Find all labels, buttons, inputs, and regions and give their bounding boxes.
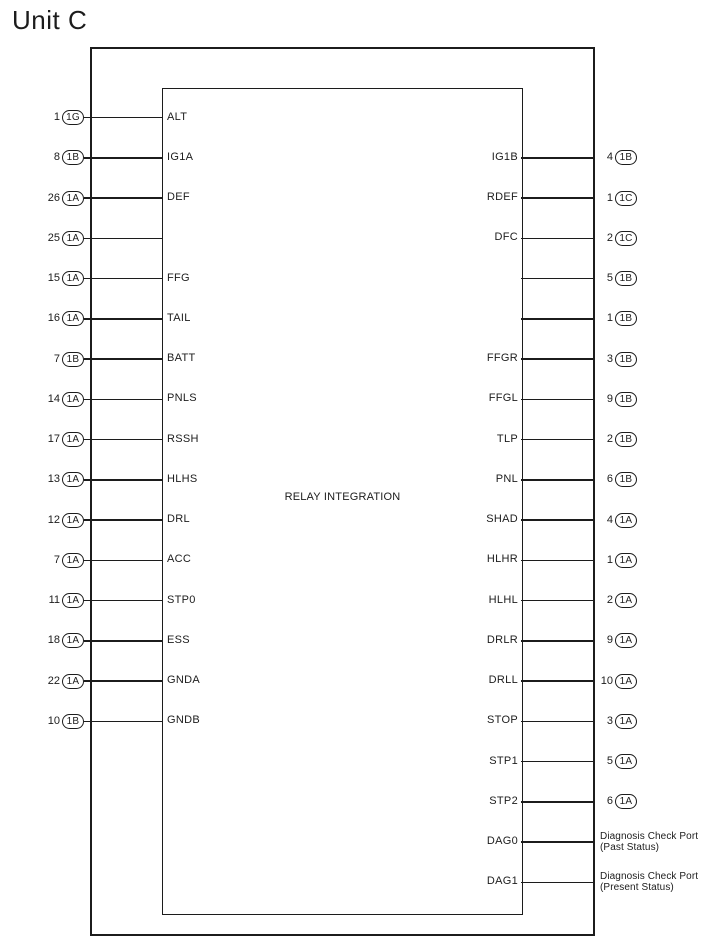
pin-label: RSSH bbox=[167, 432, 199, 445]
pin-number: 15 bbox=[47, 272, 60, 284]
wire-line bbox=[84, 479, 162, 481]
pin-number: 12 bbox=[47, 513, 60, 526]
wire-line bbox=[521, 841, 595, 843]
pin-number: 2 bbox=[606, 231, 613, 244]
wire-line bbox=[521, 801, 595, 803]
connector-oval: 1A bbox=[62, 553, 84, 568]
connector-ref bbox=[28, 512, 84, 529]
connector-ref bbox=[600, 190, 637, 207]
wire-line bbox=[84, 238, 162, 240]
diagnosis-note bbox=[600, 831, 698, 854]
connector-ref bbox=[28, 351, 84, 368]
pin-label: PNL bbox=[495, 472, 518, 485]
pin-label: RDEF bbox=[486, 191, 518, 203]
pin-number: 6 bbox=[606, 795, 613, 808]
pin-label: TLP bbox=[496, 432, 518, 445]
pin-label: PNLS bbox=[167, 392, 197, 405]
diagnosis-note-line1: Diagnosis Check Port bbox=[600, 870, 699, 882]
wire-line bbox=[84, 157, 162, 159]
wire-line bbox=[521, 399, 595, 401]
pin-number: 7 bbox=[53, 553, 60, 566]
connector-ref bbox=[28, 592, 84, 609]
pin-number: 3 bbox=[606, 352, 613, 365]
connector-oval: 1A bbox=[62, 472, 84, 487]
pin-label: SHAD bbox=[486, 513, 518, 525]
pin-number: 13 bbox=[47, 473, 60, 486]
wire-line bbox=[521, 238, 595, 240]
connector-oval: 1B bbox=[615, 432, 637, 447]
connector-oval: 1A bbox=[62, 674, 84, 689]
pin-label: STP0 bbox=[167, 593, 196, 606]
diagnosis-note-line1: Diagnosis Check Port bbox=[600, 830, 699, 842]
connector-ref bbox=[600, 391, 637, 408]
pin-number: 1 bbox=[53, 111, 60, 123]
wire-line bbox=[521, 882, 595, 884]
wire-line bbox=[84, 560, 162, 562]
wire-line bbox=[521, 278, 595, 280]
pin-label: GNDA bbox=[167, 674, 200, 686]
pin-label: DAG0 bbox=[486, 835, 518, 847]
connector-ref bbox=[28, 391, 84, 408]
connector-ref bbox=[600, 270, 637, 287]
pin-number: 14 bbox=[47, 392, 60, 405]
pin-number: 26 bbox=[47, 191, 60, 204]
pin-number: 17 bbox=[47, 433, 60, 445]
wire-line bbox=[84, 439, 162, 441]
wire-line bbox=[521, 600, 595, 602]
relay-box-label: RELAY INTEGRATION bbox=[284, 491, 401, 503]
relay-integration-box bbox=[162, 88, 523, 915]
connector-ref bbox=[28, 673, 84, 690]
wire-line bbox=[84, 197, 162, 199]
connector-ref bbox=[600, 471, 637, 488]
pin-number: 9 bbox=[606, 634, 613, 647]
connector-ref bbox=[600, 310, 637, 327]
pin-number: 22 bbox=[47, 674, 60, 687]
connector-oval: 1C bbox=[615, 231, 637, 246]
connector-oval: 1A bbox=[62, 633, 84, 648]
connector-ref bbox=[600, 793, 637, 810]
pin-number: 2 bbox=[606, 594, 613, 606]
connector-oval: 1B bbox=[615, 150, 637, 165]
pin-label: FFG bbox=[167, 271, 190, 284]
pin-label: ESS bbox=[167, 633, 190, 646]
connector-ref bbox=[600, 632, 637, 649]
pin-label: DRLL bbox=[488, 674, 518, 686]
pin-label: TAIL bbox=[167, 311, 191, 324]
connector-ref bbox=[600, 713, 637, 730]
pin-label: HLHS bbox=[167, 472, 198, 485]
pin-label: DFC bbox=[494, 231, 518, 244]
connector-ref bbox=[28, 270, 84, 287]
connector-oval: 1B bbox=[62, 352, 84, 367]
pin-number: 5 bbox=[606, 755, 613, 767]
pin-label: GNDB bbox=[167, 714, 200, 727]
pin-number: 6 bbox=[606, 473, 613, 486]
connector-oval: 1B bbox=[615, 392, 637, 407]
pin-label: BATT bbox=[167, 352, 196, 364]
connector-ref bbox=[28, 310, 84, 327]
page-title: Unit C bbox=[12, 5, 88, 35]
connector-oval: 1B bbox=[62, 150, 84, 165]
connector-oval: 1A bbox=[62, 271, 84, 286]
connector-oval: 1A bbox=[615, 593, 637, 608]
pin-number: 7 bbox=[53, 352, 60, 365]
connector-oval: 1B bbox=[62, 714, 84, 729]
connector-oval: 1B bbox=[615, 352, 637, 367]
connector-ref bbox=[28, 552, 84, 569]
connector-oval: 1A bbox=[62, 231, 84, 246]
connector-ref bbox=[28, 471, 84, 488]
wire-line bbox=[84, 600, 162, 602]
connector-ref bbox=[600, 552, 637, 569]
wire-line bbox=[521, 761, 595, 763]
connector-ref bbox=[600, 592, 637, 609]
pin-number: 25 bbox=[47, 231, 60, 244]
pin-label: HLHL bbox=[488, 593, 518, 606]
pin-label: FFGL bbox=[488, 392, 518, 405]
pin-number: 4 bbox=[606, 513, 613, 526]
wire-line bbox=[84, 640, 162, 642]
connector-oval: 1A bbox=[62, 311, 84, 326]
wire-line bbox=[521, 640, 595, 642]
connector-ref bbox=[600, 512, 637, 529]
connector-oval: 1A bbox=[62, 593, 84, 608]
connector-oval: 1A bbox=[615, 714, 637, 729]
connector-ref bbox=[28, 230, 84, 247]
connector-oval: 1B bbox=[615, 311, 637, 326]
connector-oval: 1A bbox=[615, 513, 637, 528]
wire-line bbox=[521, 560, 595, 562]
wire-line bbox=[84, 680, 162, 682]
pin-label: FFGR bbox=[486, 352, 518, 364]
pin-number: 5 bbox=[606, 272, 613, 284]
connector-oval: 1G bbox=[62, 110, 84, 125]
connector-oval: 1A bbox=[62, 432, 84, 447]
wire-line bbox=[521, 479, 595, 481]
pin-label: ACC bbox=[167, 553, 192, 566]
pin-number: 9 bbox=[606, 392, 613, 405]
connector-ref bbox=[600, 351, 637, 368]
connector-oval: 1B bbox=[615, 472, 637, 487]
connector-ref bbox=[28, 109, 84, 126]
connector-ref bbox=[28, 149, 84, 166]
diagnosis-note bbox=[600, 871, 698, 894]
connector-oval: 1A bbox=[615, 633, 637, 648]
pin-number: 1 bbox=[606, 191, 613, 204]
connector-ref bbox=[28, 190, 84, 207]
pin-number: 10 bbox=[47, 714, 60, 727]
pin-label: IG1A bbox=[167, 150, 194, 163]
wire-line bbox=[521, 318, 595, 320]
connector-ref bbox=[28, 431, 84, 448]
pin-number: 11 bbox=[48, 594, 60, 606]
pin-label: ALT bbox=[167, 110, 188, 123]
wire-line bbox=[521, 197, 595, 199]
wire-line bbox=[521, 439, 595, 441]
connector-oval: 1B bbox=[615, 271, 637, 286]
pin-label: STOP bbox=[487, 714, 518, 727]
pin-label: IG1B bbox=[491, 150, 518, 163]
pin-number: 3 bbox=[606, 714, 613, 727]
diagnosis-note-line2: (Present Status) bbox=[600, 882, 674, 894]
wire-line bbox=[84, 721, 162, 723]
pin-number: 2 bbox=[606, 433, 613, 445]
pin-number: 10 bbox=[600, 674, 613, 687]
wire-line bbox=[521, 358, 595, 360]
pin-number: 1 bbox=[606, 312, 613, 325]
wire-line bbox=[84, 278, 162, 280]
wire-line bbox=[84, 399, 162, 401]
pin-label: DAG1 bbox=[486, 875, 518, 888]
wire-line bbox=[84, 318, 162, 320]
connector-ref bbox=[600, 673, 637, 690]
wire-line bbox=[521, 519, 595, 521]
pin-label: DRL bbox=[167, 513, 190, 525]
wire-line bbox=[521, 157, 595, 159]
connector-ref bbox=[28, 632, 84, 649]
wire-line bbox=[84, 519, 162, 521]
wire-line bbox=[84, 358, 162, 360]
pin-number: 8 bbox=[53, 151, 60, 164]
pin-label: DRLR bbox=[486, 633, 518, 646]
connector-oval: 1A bbox=[615, 553, 637, 568]
pin-number: 4 bbox=[606, 151, 613, 164]
connector-ref bbox=[600, 230, 637, 247]
pin-number: 16 bbox=[47, 312, 60, 325]
connector-oval: 1A bbox=[62, 191, 84, 206]
pin-label: STP1 bbox=[489, 754, 518, 767]
wire-line bbox=[521, 680, 595, 682]
connector-ref bbox=[600, 753, 637, 770]
connector-oval: 1A bbox=[62, 392, 84, 407]
connector-oval: 1A bbox=[615, 754, 637, 769]
connector-oval: 1A bbox=[62, 513, 84, 528]
diagnosis-note-line2: (Past Status) bbox=[600, 842, 660, 853]
pin-label: DEF bbox=[167, 191, 190, 203]
connector-oval: 1C bbox=[615, 191, 637, 206]
wire-line bbox=[521, 721, 595, 723]
pin-number: 18 bbox=[47, 634, 60, 647]
connector-ref bbox=[600, 431, 637, 448]
connector-oval: 1A bbox=[615, 674, 637, 689]
pin-label: HLHR bbox=[486, 553, 518, 566]
pin-number: 1 bbox=[606, 553, 613, 566]
connector-ref bbox=[28, 713, 84, 730]
connector-oval: 1A bbox=[615, 794, 637, 809]
wire-line bbox=[84, 117, 162, 119]
pin-label: STP2 bbox=[489, 794, 518, 807]
connector-ref bbox=[600, 149, 637, 166]
